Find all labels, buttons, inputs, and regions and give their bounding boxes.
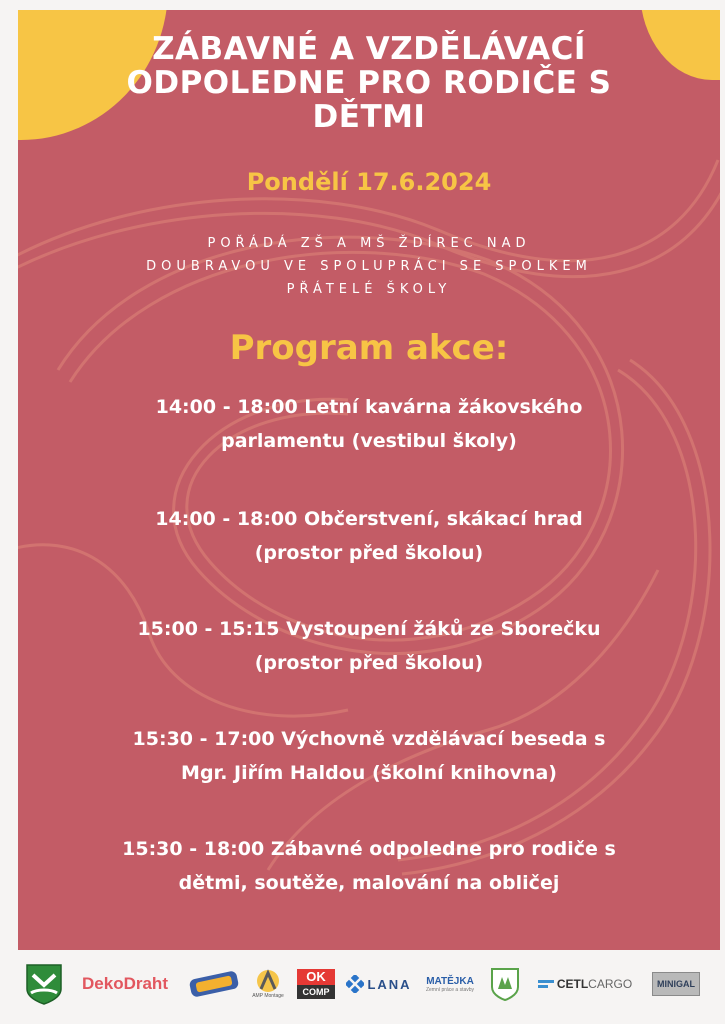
dekodraht-logo [70,964,180,1004]
amp-logo-subtext: AMP Montage [252,993,284,999]
badge-logo [186,964,242,1004]
cetlcargo-logo-text-a: CETL [556,977,589,991]
cetlcargo-logo-icon [538,979,554,989]
sponsor-logos-bar [18,956,720,1016]
program-item-line: 14:00 - 18:00 Letní kavárna žákovského [155,396,583,418]
okcomp-logo-bottom: COMP [297,985,335,999]
dekodraht-logo-text: DekoDraht [82,974,168,993]
town-crest-icon [25,963,63,1005]
minigal-logo-text: MINIGAL [652,972,700,996]
green-crest-icon [490,967,520,1001]
program-heading: Program akce: [229,328,509,368]
decorative-swirl-lines [18,10,720,950]
lana-logo-text: LANA [367,976,412,992]
program-item-line: 15:30 - 18:00 Zábavné odpoledne pro rodiče s [122,838,616,860]
program-item-line: (prostor před školou) [254,652,484,674]
program-item-line: 14:00 - 18:00 Občerstvení, skákací hrad [155,508,583,530]
poster-title [18,32,720,134]
cetlcargo-logo-text-b: CARGO [588,977,633,991]
program-item-line: 15:00 - 15:15 Vystoupení žáků ze Sborečku [137,618,601,640]
green-crest-logo [488,964,522,1004]
program-item [18,832,720,900]
organizer-text [18,232,720,301]
organizer-line: POŘÁDÁ ZŠ A MŠ ŽDÍREC NAD [207,236,531,251]
mateja-logo-text: MATĚJKA [426,975,474,987]
mateja-logo [418,964,482,1004]
program-item [18,502,720,570]
minigal-logo [644,964,708,1004]
organizer-line: PŘÁTELÉ ŠKOLY [286,282,452,297]
amp-logo [250,964,286,1004]
program-item-line: (prostor před školou) [254,542,484,564]
title-line: ODPOLEDNE PRO RODIČE S [126,65,612,101]
badge-logo-icon [186,969,242,999]
amp-logo-icon [254,969,282,993]
organizer-line: DOUBRAVOU VE SPOLUPRÁCI SE SPOLKEM [146,259,592,274]
program-item-line: parlamentu (vestibul školy) [221,430,517,452]
town-crest-logo [24,964,64,1004]
event-poster [18,10,720,950]
okcomp-logo [296,964,336,1004]
mateja-logo-subtext: Zemní práce a stavby [425,986,475,993]
lana-logo [344,964,414,1004]
program-item [18,722,720,790]
title-line: DĚTMI [312,99,426,135]
program-item-line: 15:30 - 17:00 Výchovně vzdělávací beseda s [132,728,606,750]
program-item [18,390,720,458]
event-date: Pondělí 17.6.2024 [246,168,492,196]
title-line: ZÁBAVNÉ A VZDĚLÁVACÍ [152,31,586,67]
program-item-line: Mgr. Jiřím Haldou (školní knihovna) [181,762,557,784]
okcomp-logo-top: OK [297,969,335,985]
cetlcargo-logo [532,964,638,1004]
lana-logo-icon [346,975,364,993]
program-item [18,612,720,680]
program-item-line: dětmi, soutěže, malování na obličej [178,872,560,894]
